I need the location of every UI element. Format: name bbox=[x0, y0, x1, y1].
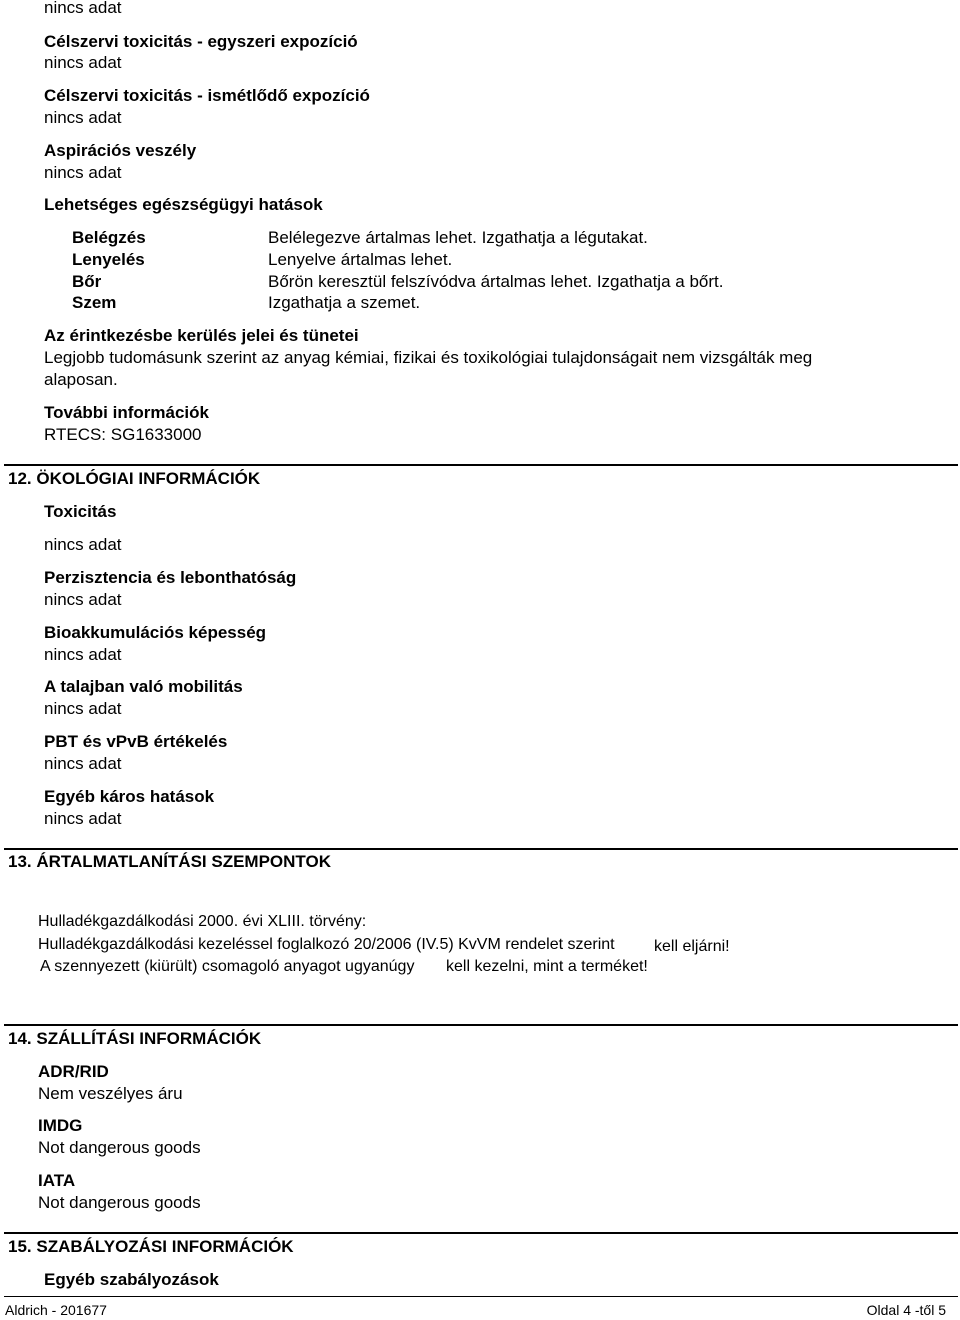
aspiration-heading: Aspirációs veszély bbox=[44, 141, 197, 160]
toxicity-heading: Toxicitás bbox=[44, 502, 117, 521]
packaging-line-end: kell kezelni, mint a terméket! bbox=[446, 958, 648, 975]
mobility-heading: A talajban való mobilitás bbox=[44, 677, 243, 696]
effects-route-ingestion: Lenyelés bbox=[72, 250, 145, 269]
section13-rule bbox=[4, 848, 958, 850]
symptoms-heading: Az érintkezésbe kerülés jelei és tünetei bbox=[44, 326, 359, 345]
section14-title: 14. SZÁLLÍTÁSI INFORMÁCIÓK bbox=[8, 1029, 262, 1048]
footer-rule bbox=[4, 1296, 958, 1297]
imdg-value: Not dangerous goods bbox=[38, 1138, 201, 1157]
target-single-heading: Célszervi toxicitás - egyszeri expozíció bbox=[44, 32, 358, 51]
other-effects-value: nincs adat bbox=[44, 809, 122, 828]
effects-heading: Lehetséges egészségügyi hatások bbox=[44, 195, 323, 214]
footer-product: Aldrich - 201677 bbox=[5, 1302, 107, 1318]
more-info-heading: További információk bbox=[44, 403, 209, 422]
effects-route-skin: Bőr bbox=[72, 272, 102, 291]
iata-heading: IATA bbox=[38, 1171, 76, 1190]
persistence-value: nincs adat bbox=[44, 590, 122, 609]
section14-rule bbox=[4, 1024, 958, 1026]
top-value: nincs adat bbox=[44, 0, 122, 17]
rtecs-value: RTECS: SG1633000 bbox=[44, 425, 202, 444]
disposal-law-line: Hulladékgazdálkodási 2000. évi XLIII. törvény: bbox=[38, 913, 367, 930]
footer-page-number: Oldal 4 -től 5 bbox=[866, 1302, 946, 1318]
bioaccumulation-value: nincs adat bbox=[44, 645, 122, 664]
target-single-value: nincs adat bbox=[44, 53, 122, 72]
bioaccumulation-heading: Bioakkumulációs képesség bbox=[44, 623, 267, 642]
toxicity-value: nincs adat bbox=[44, 535, 122, 554]
adr-rid-value: Nem veszélyes áru bbox=[38, 1084, 183, 1103]
packaging-line: A szennyezett (kiürült) csomagoló anyagot ugyanúgy bbox=[40, 958, 415, 975]
section12-rule bbox=[4, 464, 958, 466]
symptoms-line2: alaposan. bbox=[44, 370, 118, 389]
mobility-value: nincs adat bbox=[44, 699, 122, 718]
persistence-heading: Perzisztencia és lebonthatóság bbox=[44, 568, 297, 587]
effects-text-ingestion: Lenyelve ártalmas lehet. bbox=[268, 250, 453, 269]
target-repeated-value: nincs adat bbox=[44, 108, 122, 127]
effects-route-inhalation: Belégzés bbox=[72, 228, 146, 247]
section13-title: 13. ÁRTALMATLANÍTÁSI SZEMPONTOK bbox=[8, 852, 331, 871]
section12-title: 12. ÖKOLÓGIAI INFORMÁCIÓK bbox=[8, 469, 261, 488]
pbt-value: nincs adat bbox=[44, 754, 122, 773]
effects-text-inhalation: Belélegezve ártalmas lehet. Izgathatja a légutakat. bbox=[268, 228, 648, 247]
effects-text-eyes: Izgathatja a szemet. bbox=[268, 293, 421, 312]
iata-value: Not dangerous goods bbox=[38, 1193, 201, 1212]
aspiration-value: nincs adat bbox=[44, 163, 122, 182]
other-regulations-heading: Egyéb szabályozások bbox=[44, 1270, 219, 1289]
effects-text-skin: Bőrön keresztül felszívódva ártalmas lehet. Izgathatja a bőrt. bbox=[268, 272, 724, 291]
disposal-decree-line-end: kell eljárni! bbox=[654, 938, 730, 955]
disposal-decree-line: Hulladékgazdálkodási kezeléssel foglalkozó 20/2006 (IV.5) KvVM rendelet szerint bbox=[38, 936, 615, 953]
pbt-heading: PBT és vPvB értékelés bbox=[44, 732, 228, 751]
adr-rid-heading: ADR/RID bbox=[38, 1062, 109, 1081]
section15-rule bbox=[4, 1232, 958, 1234]
imdg-heading: IMDG bbox=[38, 1116, 83, 1135]
section15-title: 15. SZABÁLYOZÁSI INFORMÁCIÓK bbox=[8, 1237, 294, 1256]
other-effects-heading: Egyéb káros hatások bbox=[44, 787, 215, 806]
target-repeated-heading: Célszervi toxicitás - ismétlődő expozíció bbox=[44, 86, 370, 105]
symptoms-line1: Legjobb tudomásunk szerint az anyag kémiai, fizikai és toxikológiai tulajdonságait nem vizsgálták meg bbox=[44, 348, 813, 367]
effects-route-eyes: Szem bbox=[72, 293, 117, 312]
